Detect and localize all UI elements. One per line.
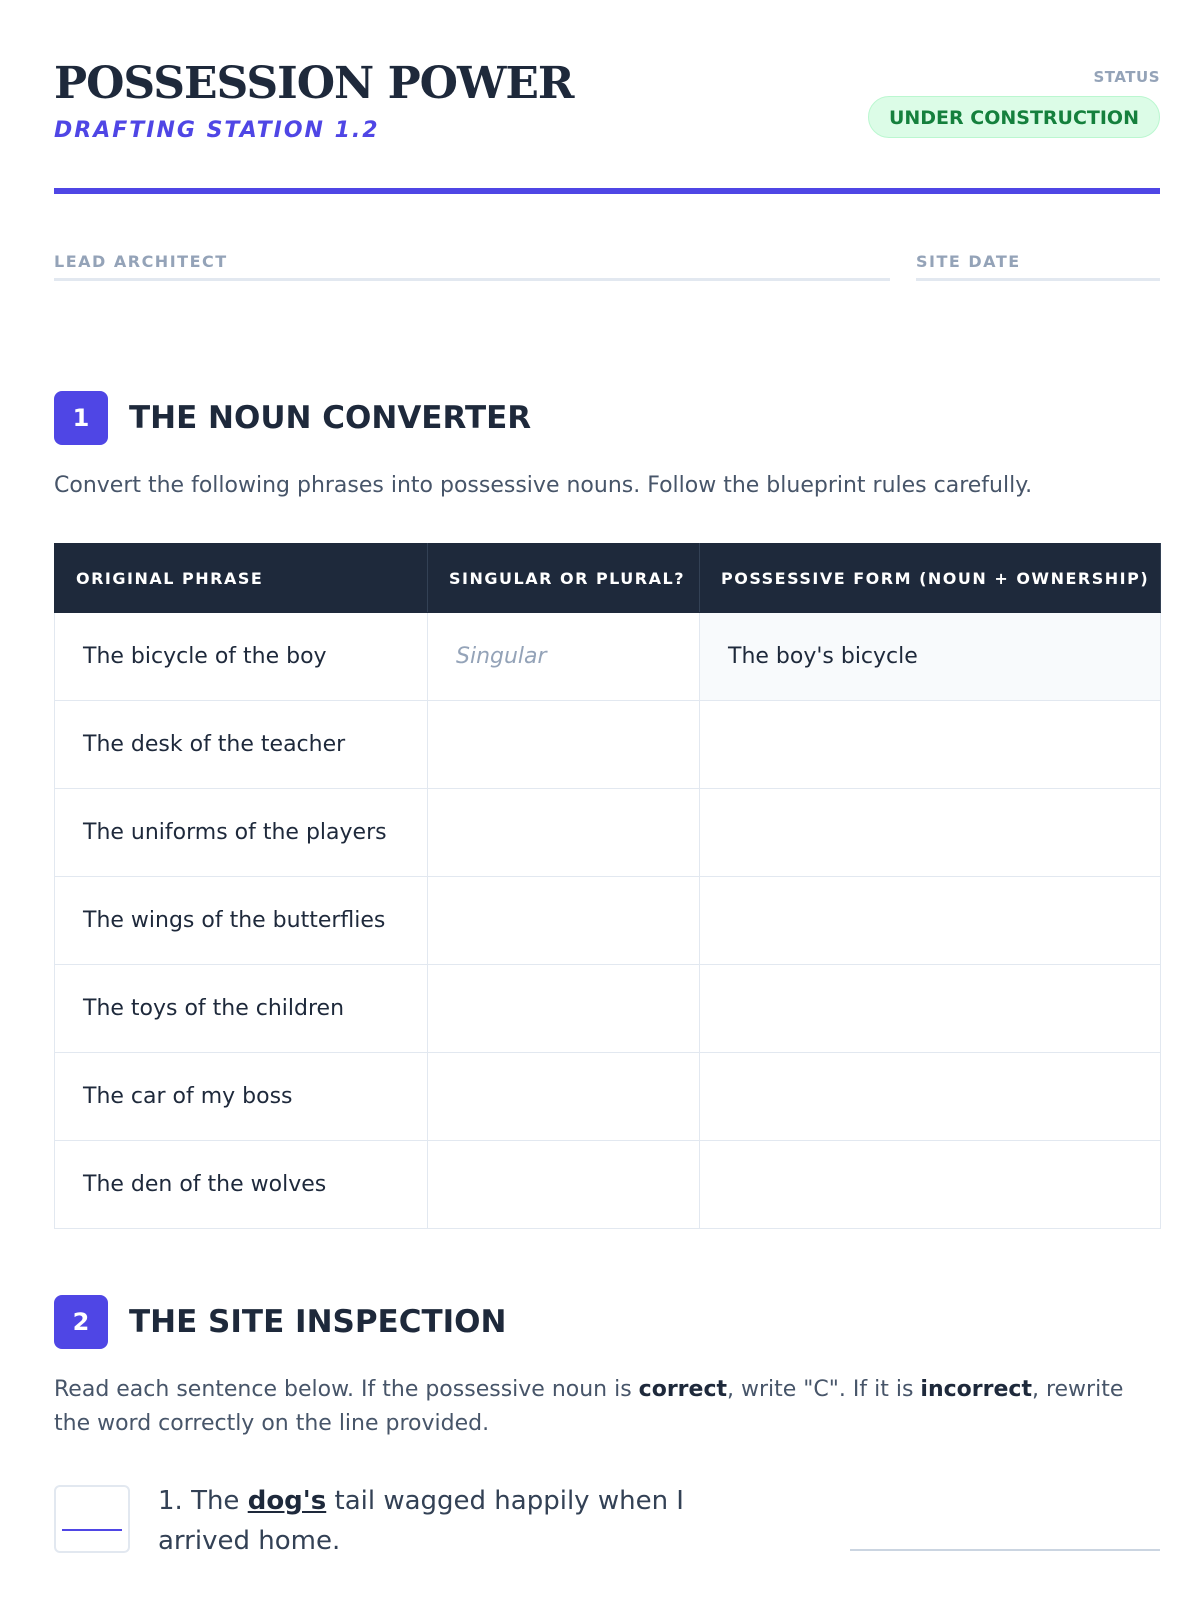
worksheet-header <box>54 0 1160 196</box>
possessive-form-cell[interactable] <box>700 789 1161 877</box>
possessive-form-cell[interactable] <box>700 965 1161 1053</box>
section-1-title: THE NOUN CONVERTER <box>129 400 532 436</box>
date-field-label: SITE DATE <box>916 252 1021 271</box>
page-subtitle: DRAFTING STATION 1.2 <box>54 118 380 143</box>
possessive-form-cell[interactable] <box>700 1053 1161 1141</box>
singular-plural-cell: Singular <box>428 613 700 701</box>
singular-plural-cell[interactable] <box>428 1141 700 1229</box>
status-label: STATUS <box>1093 68 1160 86</box>
column-header: SINGULAR OR PLURAL? <box>428 544 700 613</box>
original-phrase-cell: The desk of the teacher <box>55 701 428 789</box>
singular-plural-cell[interactable] <box>428 877 700 965</box>
instructions-text: , rewrite the word correctly on the line provided. <box>54 1377 1124 1436</box>
architect-field-label: LEAD ARCHITECT <box>54 252 228 271</box>
original-phrase-cell: The bicycle of the boy <box>55 613 428 701</box>
instructions-text: Read each sentence below. If the possessive noun is <box>54 1377 639 1402</box>
date-field[interactable] <box>916 252 1021 271</box>
original-phrase-cell: The toys of the children <box>55 965 428 1053</box>
section-1-number: 1 <box>54 391 108 445</box>
section-2-heading <box>54 1295 1160 1351</box>
instructions-emphasis-correct: correct <box>638 1377 728 1402</box>
header-divider <box>54 188 1160 194</box>
singular-plural-cell[interactable] <box>428 701 700 789</box>
correction-line[interactable] <box>850 1549 1160 1551</box>
worksheet-page <box>54 0 1160 1585</box>
noun-converter-table <box>54 543 1161 1229</box>
singular-plural-cell[interactable] <box>428 965 700 1053</box>
possessive-form-cell: The boy's bicycle <box>700 613 1161 701</box>
instructions-emphasis-incorrect: incorrect <box>920 1377 1032 1402</box>
original-phrase-cell: The den of the wolves <box>55 1141 428 1229</box>
possessive-form-cell[interactable] <box>700 701 1161 789</box>
status-badge: UNDER CONSTRUCTION <box>868 96 1160 138</box>
date-field-line[interactable] <box>916 278 1160 281</box>
inspection-item <box>54 1485 1160 1585</box>
section-2-instructions <box>54 1373 1160 1441</box>
answer-box-line <box>62 1529 122 1531</box>
section-2-number: 2 <box>54 1295 108 1349</box>
original-phrase-cell: The wings of the butterflies <box>55 877 428 965</box>
table-row <box>55 877 1161 965</box>
table-header-row <box>55 544 1161 613</box>
architect-field-line[interactable] <box>54 278 890 281</box>
table-row <box>55 701 1161 789</box>
target-possessive-word: dog's <box>247 1486 327 1516</box>
inspection-sentence <box>158 1481 778 1561</box>
original-phrase-cell: The uniforms of the players <box>55 789 428 877</box>
original-phrase-cell: The car of my boss <box>55 1053 428 1141</box>
section-2-title: THE SITE INSPECTION <box>129 1304 507 1340</box>
singular-plural-cell[interactable] <box>428 1053 700 1141</box>
table-row <box>55 1141 1161 1229</box>
info-fields <box>54 196 1160 346</box>
possessive-form-cell[interactable] <box>700 877 1161 965</box>
table-row <box>55 613 1161 701</box>
section-1-instructions: Convert the following phrases into possessive nouns. Follow the blueprint rules carefully. <box>54 473 1033 498</box>
singular-plural-cell[interactable] <box>428 789 700 877</box>
column-header: ORIGINAL PHRASE <box>55 544 428 613</box>
section-1-heading <box>54 391 1160 447</box>
page-title: POSSESSION POWER <box>54 58 574 109</box>
table-row <box>55 1053 1161 1141</box>
possessive-form-cell[interactable] <box>700 1141 1161 1229</box>
column-header: POSSESSIVE FORM (NOUN + OWNERSHIP) <box>700 544 1161 613</box>
table-row <box>55 789 1161 877</box>
architect-field[interactable] <box>54 252 228 271</box>
sentence-suffix: tail wagged happily when I arrived home. <box>158 1486 684 1556</box>
answer-box[interactable] <box>54 1485 130 1553</box>
sentence-prefix: 1. The <box>158 1486 248 1516</box>
table-row <box>55 965 1161 1053</box>
instructions-text: , write "C". If it is <box>727 1377 921 1402</box>
